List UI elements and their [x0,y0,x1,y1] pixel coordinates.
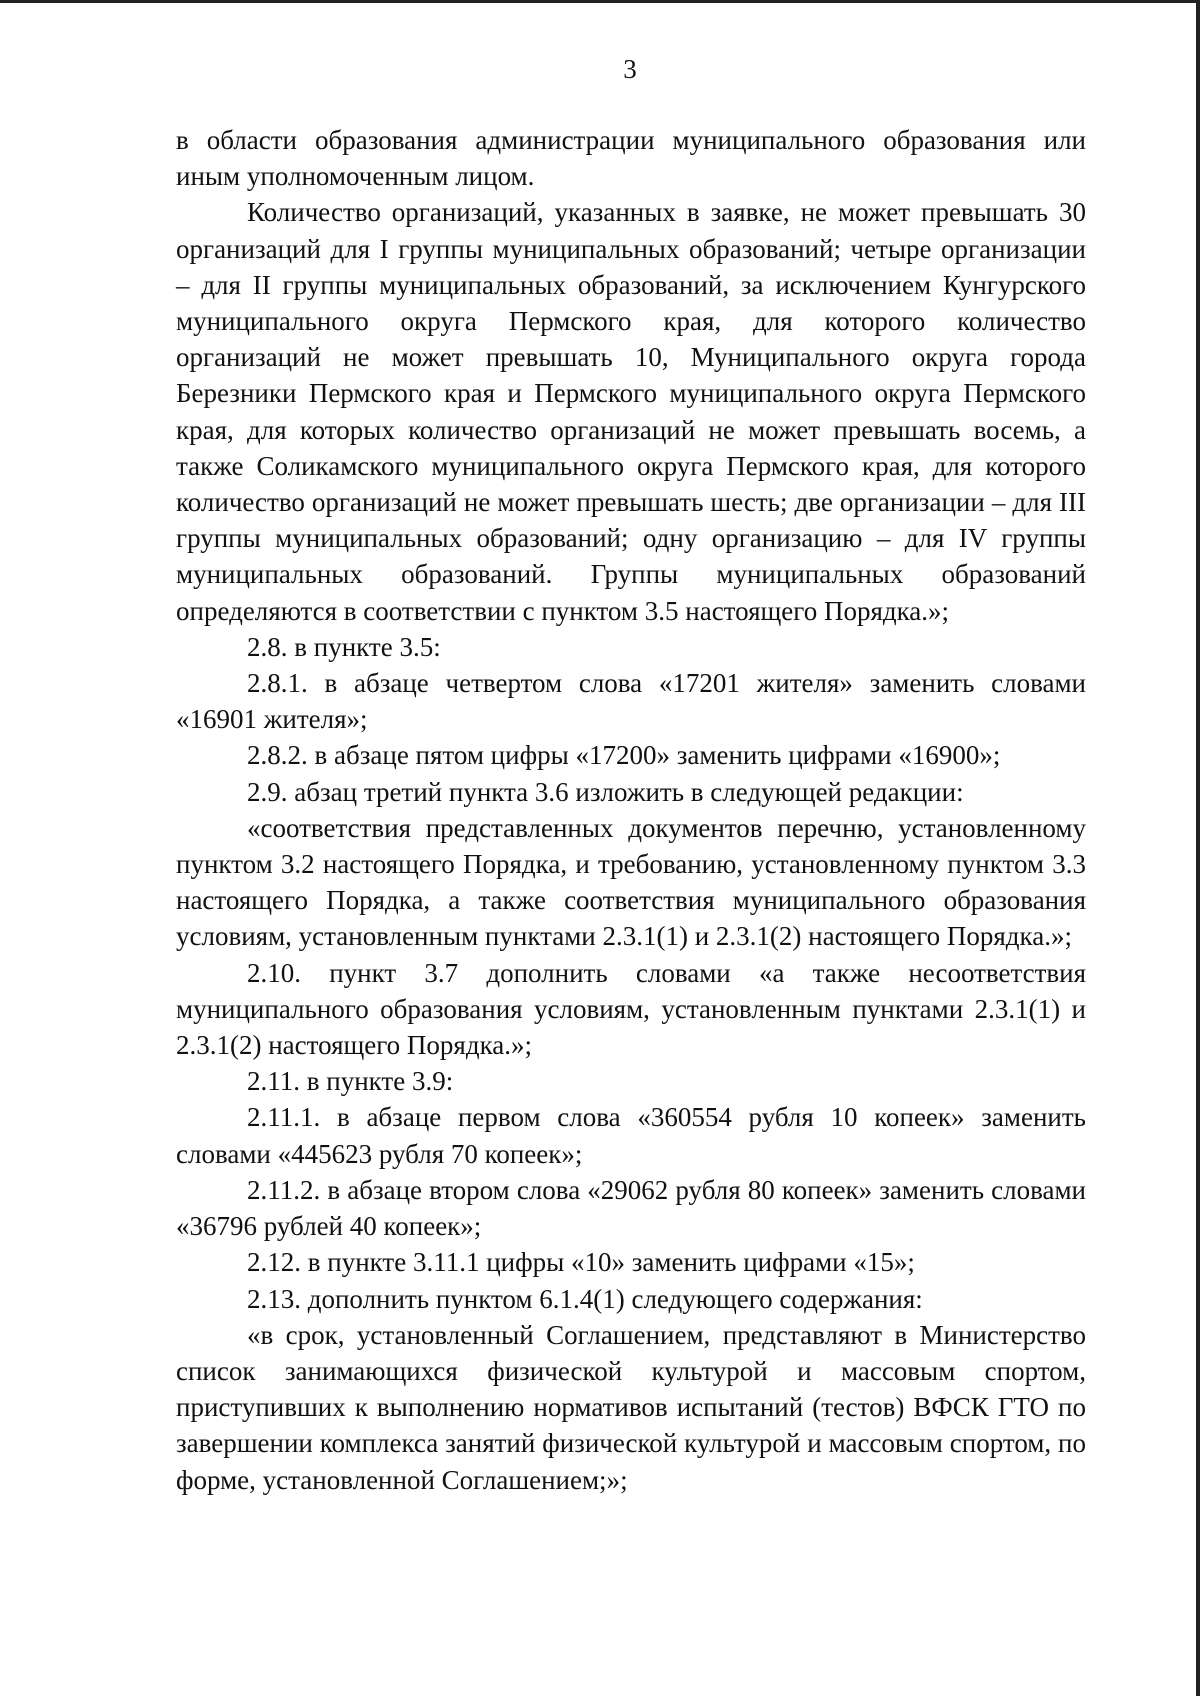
paragraph-2-12: 2.12. в пункте 3.11.1 цифры «10» заменить цифрами «15»; [247,1247,915,1278]
scan-edge-top [0,0,1200,3]
paragraph-2-9: 2.9. абзац третий пункта 3.6 изложить в следующей редакции: [247,776,964,807]
paragraph-2-11-1: 2.11.1. в абзаце первом слова «360554 рубля 10 копеек» заменить словами «445623 рубля 70 копеек»; [176,1102,1086,1169]
paragraph-continuation: в области образования администрации муниципального образования или иным уполномоченным лицом. [176,125,1086,192]
scan-edge-right [1196,0,1200,1696]
paragraph-2-13: 2.13. дополнить пунктом 6.1.4(1) следующего содержания: [247,1283,923,1314]
paragraph-2-8: 2.8. в пункте 3.5: [247,631,441,662]
document-body [176,122,1086,1498]
paragraph-2-8-2: 2.8.2. в абзаце пятом цифры «17200» заменить цифрами «16900»; [247,740,1001,771]
paragraph-2-13-quote: «в срок, установленный Соглашением, представляют в Министерство список занимающихся физической культурой и массовым спортом, приступивших к выполнению нормативов испытаний (тестов) ВФСК ГТО по завершении комплекса занятий физической культурой и массовым спортом, по форме, установленной Соглашением;»; [176,1319,1086,1495]
paragraph-2-10: 2.10. пункт 3.7 дополнить словами «а также несоответствия муниципального образования условиям, установленным пунктами 2.3.1(1) и 2.3.1(2) настоящего Порядка.»; [176,957,1086,1061]
paragraph-2-11-2: 2.11.2. в абзаце втором слова «29062 рубля 80 копеек» заменить словами «36796 рублей 40 копеек»; [176,1174,1086,1242]
page-number: 3 [623,54,637,84]
paragraph-2-11: 2.11. в пункте 3.9: [247,1066,454,1097]
paragraph-organization-count: Количество организаций, указанных в заявке, не может превышать 30 организаций для I группы муниципальных образований; четыре организации – для II группы муниципальных образований, за исключением Кунгурского муниципального округа Пермского края, для которого количество организаций не может превышать 10, Муниципального округа города Березники Пермского края и Пермского муниципального округа Пермского края, для которых количество организаций не может превышать восемь, а также Соликамского муниципального округа Пермского края, для которого количество организаций не может превышать шесть; две организации – для III группы муниципальных образований; одну организацию – для IV группы муниципальных образований. Группы муниципальных образований определяются в соответствии с пунктом 3.5 настоящего Порядка.»; [176,197,1086,626]
paragraph-2-9-quote: «соответствия представленных документов перечню, установленному пунктом 3.2 настоящего Порядка, и требованию, установленному пунктом 3.3 настоящего Порядка, а также соответствия муниципального образования условиям, установленным пунктами 2.3.1(1) и 2.3.1(2) настоящего Порядка.»; [176,812,1086,952]
paragraph-2-8-1: 2.8.1. в абзаце четвертом слова «17201 жителя» заменить словами «16901 жителя»; [176,668,1086,735]
